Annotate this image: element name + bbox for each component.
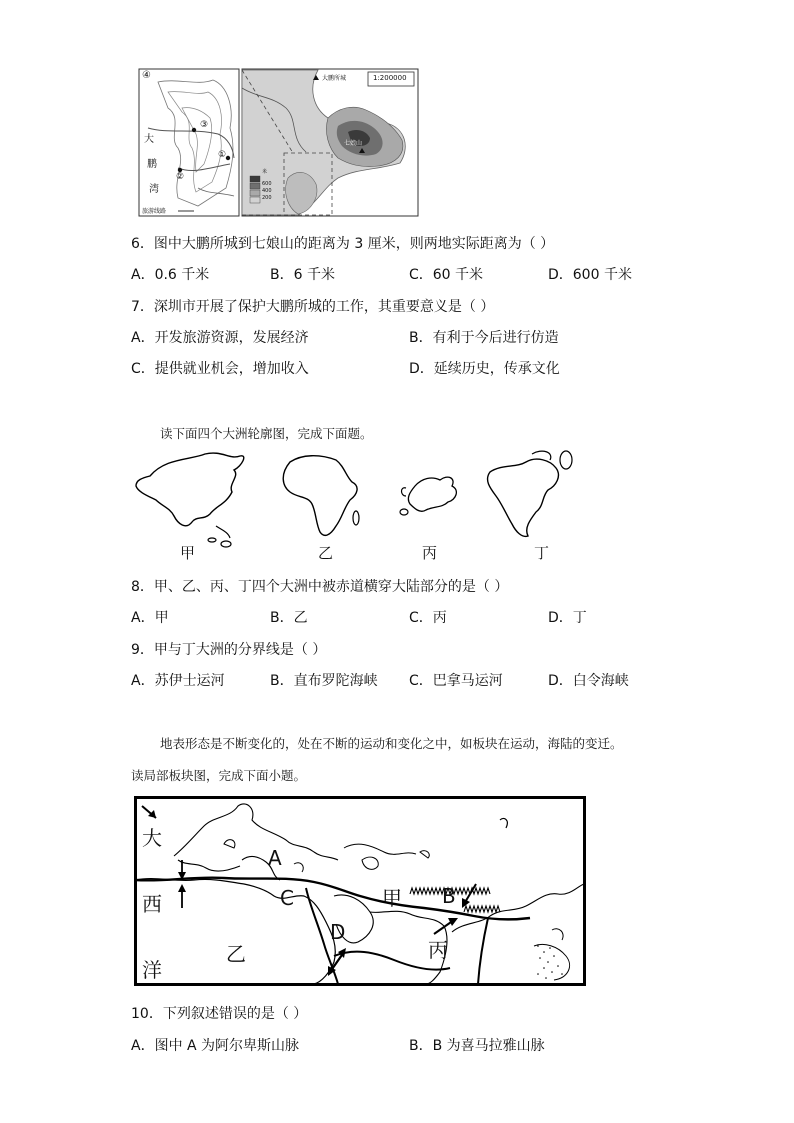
- plates-intro-line2: 读局部板块图，完成下面小题。: [131, 768, 307, 783]
- question-6-stem: 6．图中大鹏所城到七娘山的距离为 3 厘米，则两地实际距离为（ ）: [131, 236, 555, 252]
- scale-label: 1:200000: [373, 74, 407, 82]
- plate-label-B: B: [442, 884, 456, 908]
- question-8-option-a[interactable]: A．甲: [131, 610, 169, 626]
- question-7-stem: 7．深圳市开展了保护大鹏所城的工作，其重要意义是（ ）: [131, 299, 495, 315]
- question-8-option-d[interactable]: D．丁: [548, 610, 587, 626]
- continent-label-yi: 乙: [318, 544, 334, 562]
- plate-label-D: D: [330, 920, 346, 944]
- plates-intro-line1: 地表形态是不断变化的，处在不断的运动和变化之中，如板块在运动，海陆的变迁。: [160, 736, 623, 751]
- map-label-4: ④: [142, 70, 151, 81]
- question-8-stem: 8．甲、乙、丙、丁四个大洲中被赤道横穿大陆部分的是（ ）: [131, 579, 509, 595]
- question-10-option-a[interactable]: A．图中 A 为阿尔卑斯山脉: [131, 1038, 300, 1054]
- continents-intro: 读下面四个大洲轮廓图，完成下面题。: [160, 426, 373, 441]
- map-label-1: ①: [218, 150, 227, 160]
- plate-map-figure: [134, 796, 586, 986]
- map-label-peng: 鹏: [147, 159, 157, 170]
- plate-label-bing: 丙: [428, 938, 448, 962]
- question-9-option-b[interactable]: B．直布罗陀海峡: [270, 673, 378, 689]
- question-6-option-a[interactable]: A．0.6 千米: [131, 267, 210, 283]
- question-6-option-d[interactable]: D．600 千米: [548, 267, 632, 283]
- legend-route-label: 旅游线路: [142, 208, 167, 215]
- question-6-option-b[interactable]: B．6 千米: [270, 267, 335, 283]
- plate-label-yang: 洋: [142, 958, 162, 982]
- map-label-wan: 湾: [149, 184, 159, 195]
- question-10-option-b[interactable]: B．B 为喜马拉雅山脉: [409, 1038, 545, 1054]
- plate-label-yi: 乙: [226, 942, 246, 966]
- plate-label-xi: 西: [142, 892, 162, 916]
- elevation-400: 400: [262, 188, 272, 194]
- question-9-stem: 9．甲与丁大洲的分界线是（ ）: [131, 642, 327, 658]
- dapeng-map-figure: [138, 68, 420, 218]
- mountain-label: 七娘山: [344, 140, 363, 147]
- continent-label-bing: 丙: [422, 544, 438, 562]
- question-8-option-b[interactable]: B．乙: [270, 610, 308, 626]
- map-label-3: ③: [200, 120, 209, 130]
- map-label-da: 大: [144, 134, 154, 145]
- elevation-200: 200: [262, 195, 272, 201]
- question-7-option-a[interactable]: A．开发旅游资源，发展经济: [131, 330, 309, 346]
- continent-label-ding: 丁: [534, 544, 550, 562]
- question-10-stem: 10．下列叙述错误的是（ ）: [131, 1006, 308, 1022]
- plate-label-C: C: [280, 886, 294, 910]
- map-label-2: ②: [176, 172, 185, 182]
- question-9-option-c[interactable]: C．巴拿马运河: [409, 673, 503, 689]
- question-7-option-d[interactable]: D．延续历史，传承文化: [409, 361, 560, 377]
- question-7-option-b[interactable]: B．有利于今后进行仿造: [409, 330, 559, 346]
- elevation-unit: 米: [262, 169, 268, 175]
- fort-label: 大鹏所城: [322, 75, 347, 82]
- continents-figure: [130, 446, 590, 566]
- plate-label-jia: 甲: [382, 886, 402, 910]
- question-6-option-c[interactable]: C．60 千米: [409, 267, 484, 283]
- question-7-option-c[interactable]: C．提供就业机会，增加收入: [131, 361, 309, 377]
- question-8-option-c[interactable]: C．丙: [409, 610, 447, 626]
- question-9-option-d[interactable]: D．白令海峡: [548, 673, 629, 689]
- plate-label-A: A: [268, 846, 282, 870]
- plate-label-da: 大: [142, 826, 162, 850]
- elevation-600: 600: [262, 181, 272, 187]
- continent-label-jia: 甲: [180, 544, 196, 562]
- question-9-option-a[interactable]: A．苏伊士运河: [131, 673, 225, 689]
